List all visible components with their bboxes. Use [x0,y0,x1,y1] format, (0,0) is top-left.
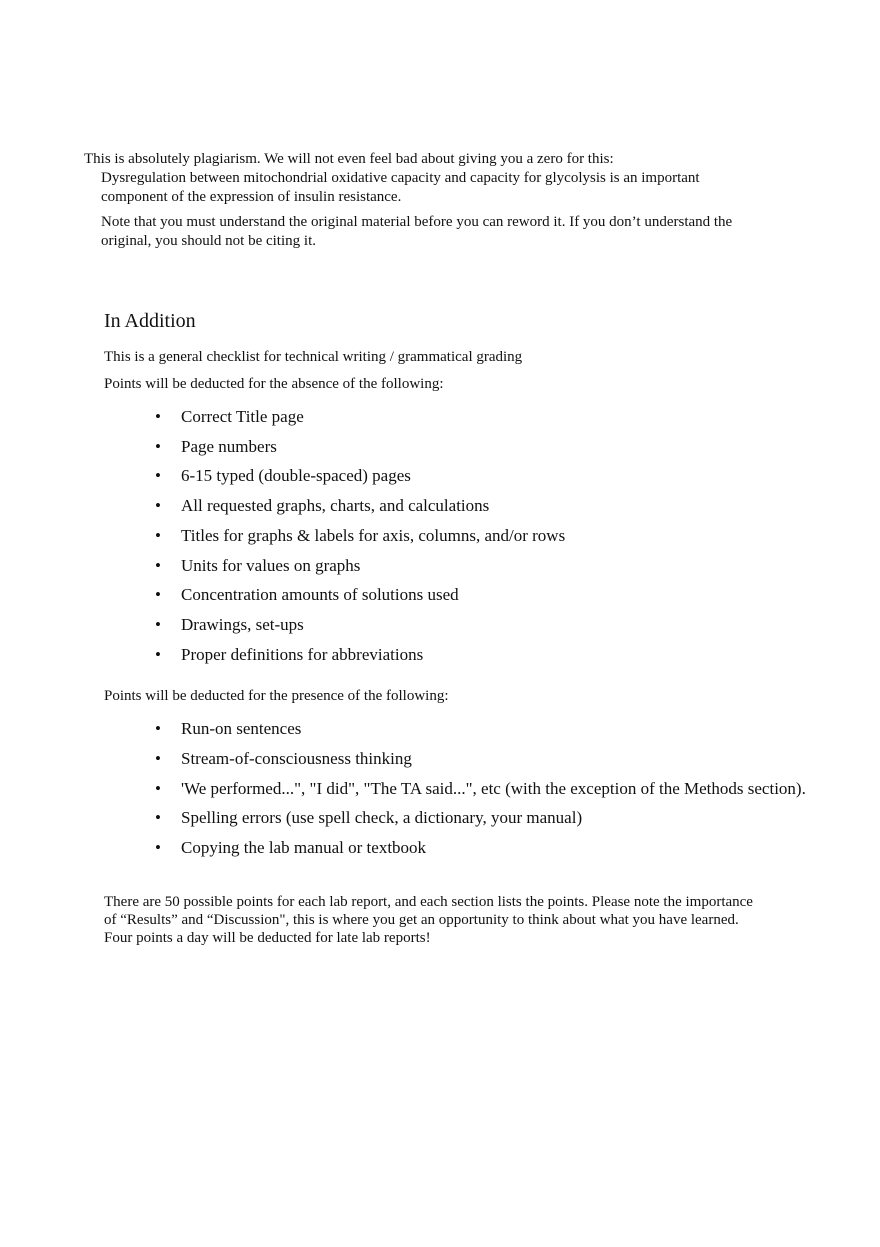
grading-notes [104,893,824,947]
list-item-text: Concentration amounts of solutions used [181,585,459,605]
list-item-text: Spelling errors (use spell check, a dictionary, your manual) [181,808,583,828]
list-item-text: Copying the lab manual or textbook [181,838,427,858]
checklist-section [104,308,844,881]
list-item [155,744,844,774]
list-item [155,803,844,833]
note-line: Note that you must understand the original material before you can reword it. If you don’t understand the [101,214,733,230]
list-item [155,833,844,863]
plagiarism-section [84,150,844,251]
list-item [155,491,844,521]
list-item-text: Correct Title page [181,407,304,426]
list-item [155,402,844,432]
list-item-text: All requested graphs, charts, and calculations [181,496,490,516]
bullet-icon: • [155,585,161,605]
closing-line: There are 50 possible points for each lab report, and each section lists the points. Please note the importance [104,894,753,910]
list-item-text: Units for values on graphs [181,555,361,575]
absence-list [104,402,844,669]
bullet-icon: • [155,525,161,545]
bullet-icon: • [155,436,161,456]
bullet-icon: • [155,644,161,664]
list-item-text: Run-on sentences [181,719,302,739]
checklist-subtitle: This is a general checklist for technical writing / grammatical grading [104,349,523,365]
bullet-icon: • [155,407,161,426]
closing-line: of “Results” and “Discussion", this is where you get an opportunity to think about what you have learned. [104,912,739,928]
understanding-note [101,213,844,251]
bullet-icon: • [155,778,161,798]
bullet-icon: • [155,466,161,486]
bullet-icon: • [155,614,161,634]
bullet-icon: • [155,555,161,575]
list-item [155,551,844,581]
closing-line: Four points a day will be deducted for late lab reports! [104,930,431,946]
bullet-icon: • [155,496,161,516]
list-item-text: 'We performed...", "I did", "The TA said...", etc (with the exception of the Methods section). [181,778,806,798]
list-item [155,461,844,491]
plagiarism-warning: This is absolutely plagiarism. We will not even feel bad about giving you a zero for this: [84,151,614,167]
list-item-text: Stream-of-consciousness thinking [181,749,412,769]
list-item [155,640,844,670]
list-item [155,432,844,462]
list-item [155,774,844,804]
plagiarized-example [101,169,844,207]
list-item [155,580,844,610]
presence-intro: Points will be deducted for the presence of the following: [104,688,449,705]
presence-list [104,714,844,863]
list-item-text: Drawings, set-ups [181,614,304,634]
list-item [155,521,844,551]
list-item-text: Page numbers [181,436,277,456]
list-item-text: Titles for graphs & labels for axis, columns, and/or rows [181,525,566,545]
bullet-icon: • [155,808,161,828]
bullet-icon: • [155,749,161,769]
note-line: original, you should not be citing it. [101,233,316,249]
list-item-text: Proper definitions for abbreviations [181,644,424,664]
list-item-text: 6-15 typed (double-spaced) pages [181,466,411,486]
bullet-icon: • [155,719,161,739]
list-item [155,714,844,744]
section-heading: In Addition [104,310,196,332]
absence-intro: Points will be deducted for the absence of the following: [104,376,444,392]
example-line: Dysregulation between mitochondrial oxidative capacity and capacity for glycolysis is an important [101,170,700,186]
example-line: component of the expression of insulin resistance. [101,189,402,205]
list-item [155,610,844,640]
bullet-icon: • [155,838,161,858]
